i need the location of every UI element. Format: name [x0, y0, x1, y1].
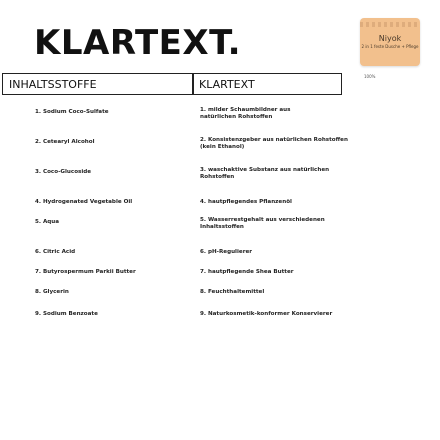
header-ingredients-label: INHALTSSTOFFE	[9, 77, 97, 91]
explanation-6: 6. pH-Regulierer	[200, 249, 252, 255]
ingredient-2: 2. Cetearyl Alcohol	[35, 139, 95, 145]
product-badge: 100%	[364, 74, 376, 79]
header-klartext-label: KLARTEXT	[199, 77, 255, 91]
product-pattern	[360, 22, 420, 27]
ingredient-8: 8. Glycerin	[35, 289, 69, 295]
header-ingredients	[2, 73, 194, 95]
ingredient-6: 6. Citric Acid	[35, 249, 76, 255]
ingredient-4: 4. Hydrogenated Vegetable Oil	[35, 199, 133, 205]
ingredient-9: 9. Sodium Benzoate	[35, 311, 98, 317]
product-image	[360, 18, 420, 66]
explanation-8: 8. Feuchthaltemittel	[200, 289, 265, 295]
product-subtitle: 2 in 1 feste Dusche + Pflege	[361, 44, 419, 50]
ingredient-1: 1. Sodium Coco-Sulfate	[35, 109, 109, 115]
ingredient-3: 3. Coco-Glucoside	[35, 169, 92, 175]
explanation-1: 1. milder Schaumbildner aus natürlichen Rohstoffen	[200, 107, 291, 120]
explanation-3: 3. waschaktive Substanz aus natürlichen Rohstoffen	[200, 167, 330, 180]
page-title: KLARTEXT.	[34, 23, 242, 63]
explanation-7: 7. hautpflegende Shea Butter	[200, 269, 294, 275]
explanation-2: 2. Konsistenzgeber aus natürlichen Rohstoffen (kein Ethanol)	[200, 137, 348, 150]
explanation-4: 4. hautpflegendes Pflanzenöl	[200, 199, 292, 205]
ingredient-5: 5. Aqua	[35, 219, 60, 225]
explanation-9: 9. Naturkosmetik-konformer Konservierer	[200, 311, 333, 317]
product-brand: Niyok	[378, 34, 402, 44]
header-klartext	[192, 73, 342, 95]
ingredient-7: 7. Butyrospermum Parkii Butter	[35, 269, 136, 275]
explanation-5: 5. Wasserrestgehalt aus verschiedenen Inhaltsstoffen	[200, 217, 325, 230]
